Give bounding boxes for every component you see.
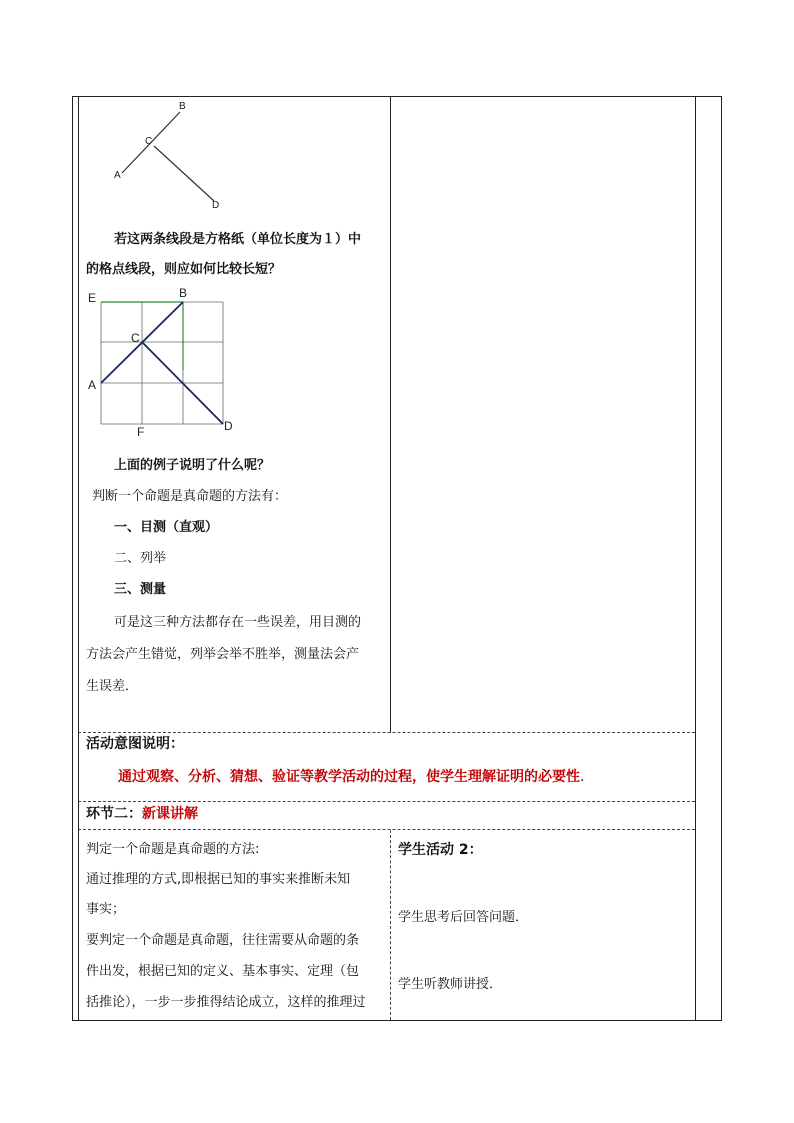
figure-crossing-segments	[100, 98, 260, 218]
row-divider-1	[78, 732, 695, 733]
question-meaning: 上面的例子说明了什么呢？	[114, 458, 271, 473]
method-enumerate: 二、列举	[114, 551, 167, 566]
fig2-label-b: B	[179, 286, 188, 300]
intent-text	[118, 767, 584, 787]
fig1-label-a: A	[114, 170, 121, 181]
section2-title: 新课讲解	[142, 806, 198, 822]
fig1-label-b: B	[179, 101, 186, 112]
fig2-label-f: F	[137, 425, 145, 439]
section2-header	[86, 804, 198, 824]
methods-intro: 判断一个命题是真命题的方法有：	[92, 489, 288, 504]
intent-label: 活动意图说明：	[86, 736, 184, 752]
lecture-line1: 判定一个命题是真命题的方法:	[86, 842, 260, 857]
conclusion-line3: 生误差．	[86, 679, 139, 694]
table-border-left	[72, 96, 73, 1021]
table-inner-right	[695, 96, 696, 1021]
row-divider-2	[78, 801, 695, 802]
lecture-line3: 事实；	[86, 902, 126, 917]
lecture-line2: 通过推理的方式,即根据已知的事实来推断未知	[86, 872, 351, 887]
table-border-bottom	[72, 1020, 722, 1021]
segment-cd	[154, 146, 214, 201]
fig2-label-a: A	[88, 378, 97, 392]
fig1-label-c: C	[145, 136, 153, 147]
conclusion-line2: 方法会产生错觉，列举会举不胜举，测量法会产	[86, 647, 360, 662]
fig2-label-c: C	[131, 331, 140, 345]
column-divider-top	[390, 96, 391, 733]
student-activity-line1: 学生思考后回答问题．	[398, 910, 529, 925]
fig2-label-d: D	[224, 419, 233, 433]
conclusion-line1: 可是这三种方法都存在一些误差，用目测的	[114, 615, 362, 630]
lecture-line6: 括推论），一步一步推得结论成立，这样的推理过	[86, 995, 366, 1010]
intent-text-end: .	[580, 769, 585, 785]
fig2-label-e: E	[88, 291, 97, 305]
row-divider-3	[78, 829, 695, 830]
fig1-label-d: D	[212, 200, 220, 211]
lecture-line5: 件出发，根据已知的定义、基本事实、定理（包	[86, 964, 360, 979]
table-inner-left	[78, 96, 79, 1021]
table-border-top	[72, 96, 722, 97]
section2-label: 环节二：	[86, 806, 142, 822]
student-activity-line2: 学生听教师讲授．	[398, 977, 503, 992]
column-divider-bottom	[390, 830, 391, 1020]
student-activity-title: 学生活动 2：	[398, 842, 483, 858]
question-grid-line1: 若这两条线段是方格纸（单位长度为１）中	[114, 232, 362, 247]
table-border-right	[721, 96, 722, 1021]
intent-text-main: 通过观察、分析、猜想、验证等教学活动的过程，使学生理解证明的必要性	[118, 769, 580, 785]
method-visual: 一、目测（直观）	[114, 520, 219, 535]
question-grid-line2: 的格点线段，则应如何比较长短？	[86, 262, 282, 277]
method-measure: 三、测量	[114, 582, 167, 597]
lecture-line4: 要判定一个命题是真命题，往往需要从命题的条	[86, 933, 360, 948]
figure-grid-segments	[90, 295, 240, 435]
